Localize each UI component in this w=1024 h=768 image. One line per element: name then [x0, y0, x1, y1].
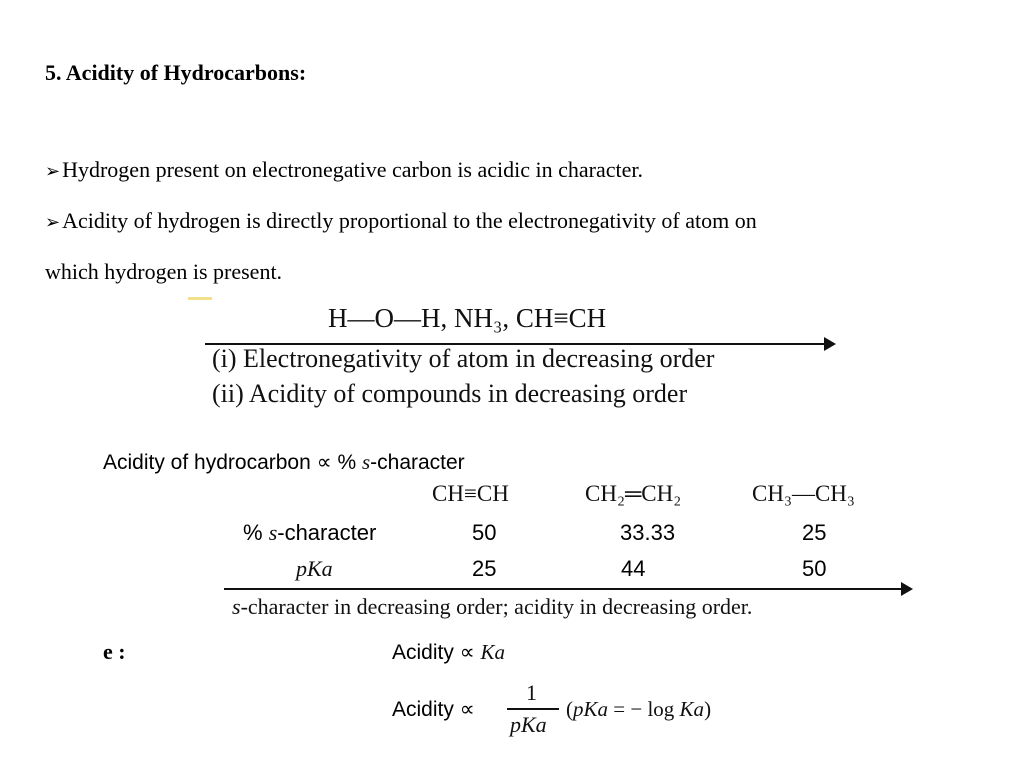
electronegativity-order-note: (i) Electronegativity of atom in decreasing order: [212, 344, 715, 373]
arrow-head-icon: [901, 582, 913, 596]
row-label-s-character: [243, 520, 376, 546]
table-cell: 25: [802, 520, 827, 545]
pka-definition: [566, 697, 711, 722]
bullet-text: Hydrogen present on electronegative carbon is acidic in character.: [62, 157, 643, 182]
column-ethene: CH₂═CH₂: [585, 481, 682, 506]
arrow-bullet-icon: ➢: [45, 212, 61, 232]
arrow-bullet-icon: ➢: [45, 161, 61, 181]
bullet-acidity-proportional: [45, 208, 757, 234]
conclusion-body: -character in decreasing order; acidity in decreasing order.: [240, 594, 753, 619]
table-cell: 50: [472, 520, 497, 545]
ka-symbol: Ka: [679, 697, 705, 721]
relation-prefix: Acidity of hydrocarbon ∝ %: [103, 451, 362, 474]
paren-open: (: [566, 697, 573, 721]
row-label-s: s: [268, 520, 278, 545]
row-label-prefix: %: [243, 520, 269, 545]
formula1-ka: Ka: [480, 640, 506, 664]
pka-label: pKa: [296, 556, 333, 581]
acidity-order-note: (ii) Acidity of compounds in decreasing order: [212, 379, 688, 408]
table-cell: 50: [802, 556, 827, 581]
bullet-continuation: which hydrogen is present.: [45, 259, 283, 284]
row-label-suffix: -character: [277, 520, 377, 545]
highlight-mark: [188, 297, 212, 300]
bullet-text: Acidity of hydrogen is directly proportional to the electronegativity of atom on: [62, 208, 757, 233]
column-ethane: CH₃—CH₃: [752, 481, 855, 506]
table-cell: 44: [621, 556, 646, 581]
section-heading: 5. Acidity of Hydrocarbons:: [45, 60, 307, 85]
acidity-s-character-relation: [103, 450, 465, 475]
bullet-electronegative-carbon: [45, 157, 643, 183]
compounds-series: H—O—H, NH₃, CH≡CH: [328, 303, 607, 333]
conclusion-text: [232, 594, 752, 620]
column-ethyne: CH≡CH: [432, 481, 509, 506]
fraction-denominator: pKa: [510, 712, 547, 737]
table-cell: 33.33: [620, 520, 676, 545]
fraction-bar: [507, 708, 559, 710]
conclusion-arrow-line: [224, 588, 906, 590]
formula1-prefix: Acidity ∝: [392, 641, 481, 664]
acidity-ka-relation: [392, 640, 505, 665]
pka-symbol: pKa: [573, 697, 609, 721]
row-label-pka: [296, 556, 333, 582]
fraction-numerator: 1: [526, 680, 537, 705]
relation-suffix: -character: [370, 451, 465, 474]
table-cell: 25: [472, 556, 497, 581]
acidity-inverse-pka-prefix: Acidity ∝: [392, 698, 475, 721]
paren-close: ): [704, 697, 712, 721]
relation-s: s: [361, 450, 371, 474]
equals-minus-log: = − log: [608, 697, 680, 721]
conclusion-s: s: [232, 594, 241, 619]
e-label: e :: [103, 639, 126, 664]
arrow-head-icon: [824, 337, 836, 351]
